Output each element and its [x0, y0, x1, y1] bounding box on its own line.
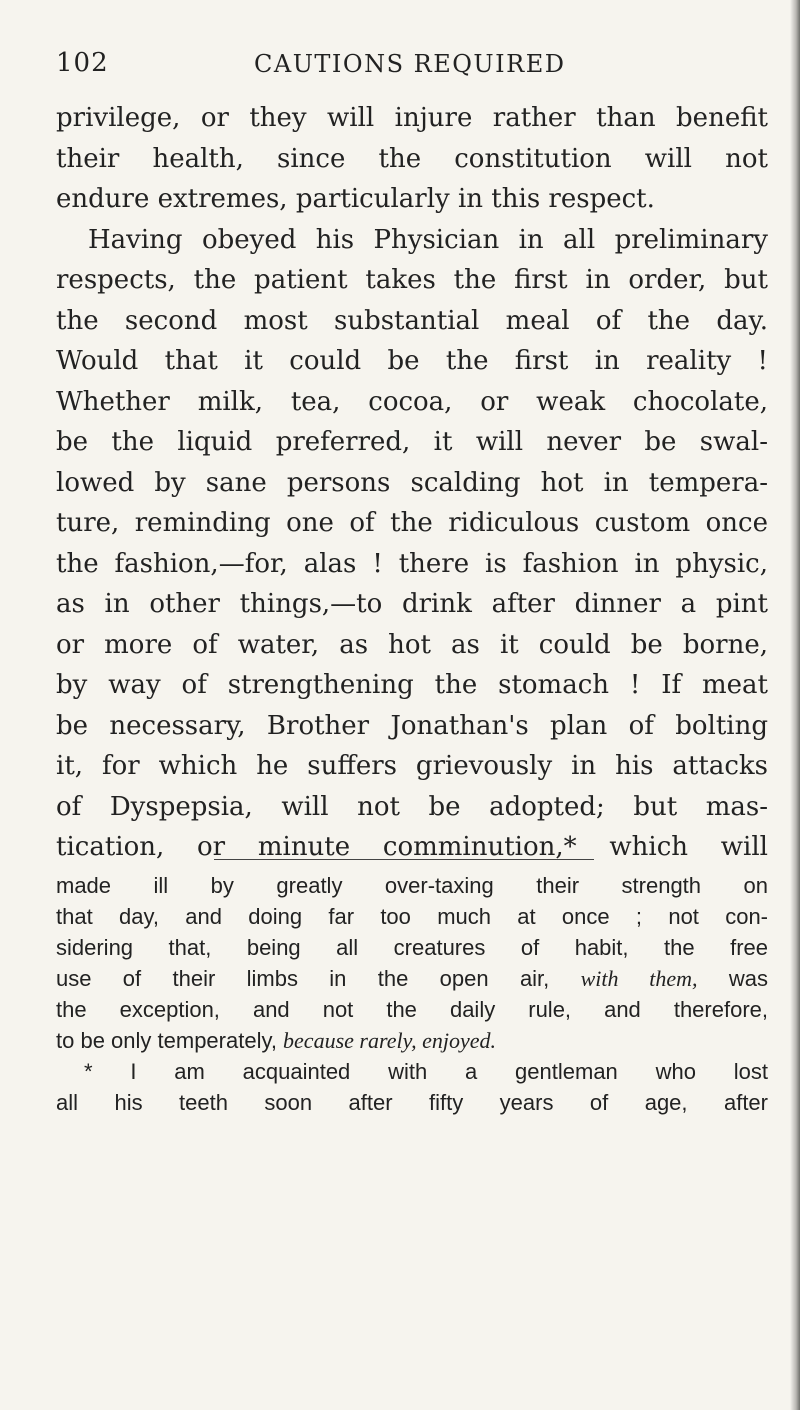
text-line: it, for which he suffers grievously in his attacks	[56, 751, 768, 781]
footnote-italic: because rarely, enjoyed.	[283, 1028, 497, 1053]
text-line: or more of water, as hot as it could be borne,	[56, 629, 768, 660]
footnote-divider	[214, 859, 594, 860]
footnote-line: made ill by greatly over-taxing their strength on	[56, 873, 768, 898]
text-line: as in other things,—to drink after dinner a pint	[56, 589, 768, 619]
text-line: be necessary, Brother Jonathan's plan of bolting	[56, 710, 768, 741]
running-head: CAUTIONS REQUIRED	[254, 50, 566, 78]
footnote-italic: with them,	[580, 966, 698, 991]
footnote-line: all his teeth soon after fifty years of age, after	[56, 1090, 768, 1115]
text-line: respects, the patient takes the first in order, but	[56, 265, 768, 295]
main-paragraphs	[56, 98, 768, 868]
text-line: Having obeyed his Physician in all preliminary	[88, 224, 768, 255]
footnote-line: sidering that, being all creatures of habit, the free	[56, 935, 768, 960]
footnote-line	[56, 1025, 768, 1056]
text-line: lowed by sane persons scalding hot in tempera-	[56, 467, 768, 498]
text-line: of Dyspepsia, will not be adopted; but mas-	[56, 791, 768, 822]
text-line: be the liquid preferred, it will never be swal-	[56, 427, 768, 457]
text-line: ture, reminding one of the ridiculous custom once	[56, 508, 768, 538]
footnotes	[56, 870, 768, 1118]
page-header	[56, 48, 746, 88]
text-line: the fashion,—for, alas ! there is fashion in physic,	[56, 548, 768, 579]
footnote-line: the exception, and not the daily rule, and therefore,	[56, 997, 768, 1022]
text-line: privilege, or they will injure rather than benefit	[56, 103, 768, 133]
footnote-line: that day, and doing far too much at once ; not con-	[56, 904, 768, 929]
text-line: Whether milk, tea, cocoa, or weak chocolate,	[56, 386, 768, 417]
text-line: endure extremes, particularly in this respect.	[56, 184, 655, 214]
footnote-line: * I am acquainted with a gentleman who lost	[84, 1059, 768, 1084]
footnote-text: use of their limbs in the open air,	[56, 966, 581, 991]
footnote-line	[56, 963, 768, 994]
page-edge-shadow	[790, 0, 800, 1410]
text-line: the second most substantial meal of the day.	[56, 305, 768, 336]
footnote-text: was	[697, 966, 768, 991]
footnote-text: to be only temperately,	[56, 1028, 284, 1053]
page-number: 102	[56, 48, 109, 78]
text-line: by way of strengthening the stomach ! If meat	[56, 670, 768, 700]
text-line: Would that it could be the first in reality !	[56, 346, 768, 376]
text-line: their health, since the constitution will not	[56, 143, 768, 174]
text-line: tication, or minute comminution,* which will	[56, 832, 768, 862]
